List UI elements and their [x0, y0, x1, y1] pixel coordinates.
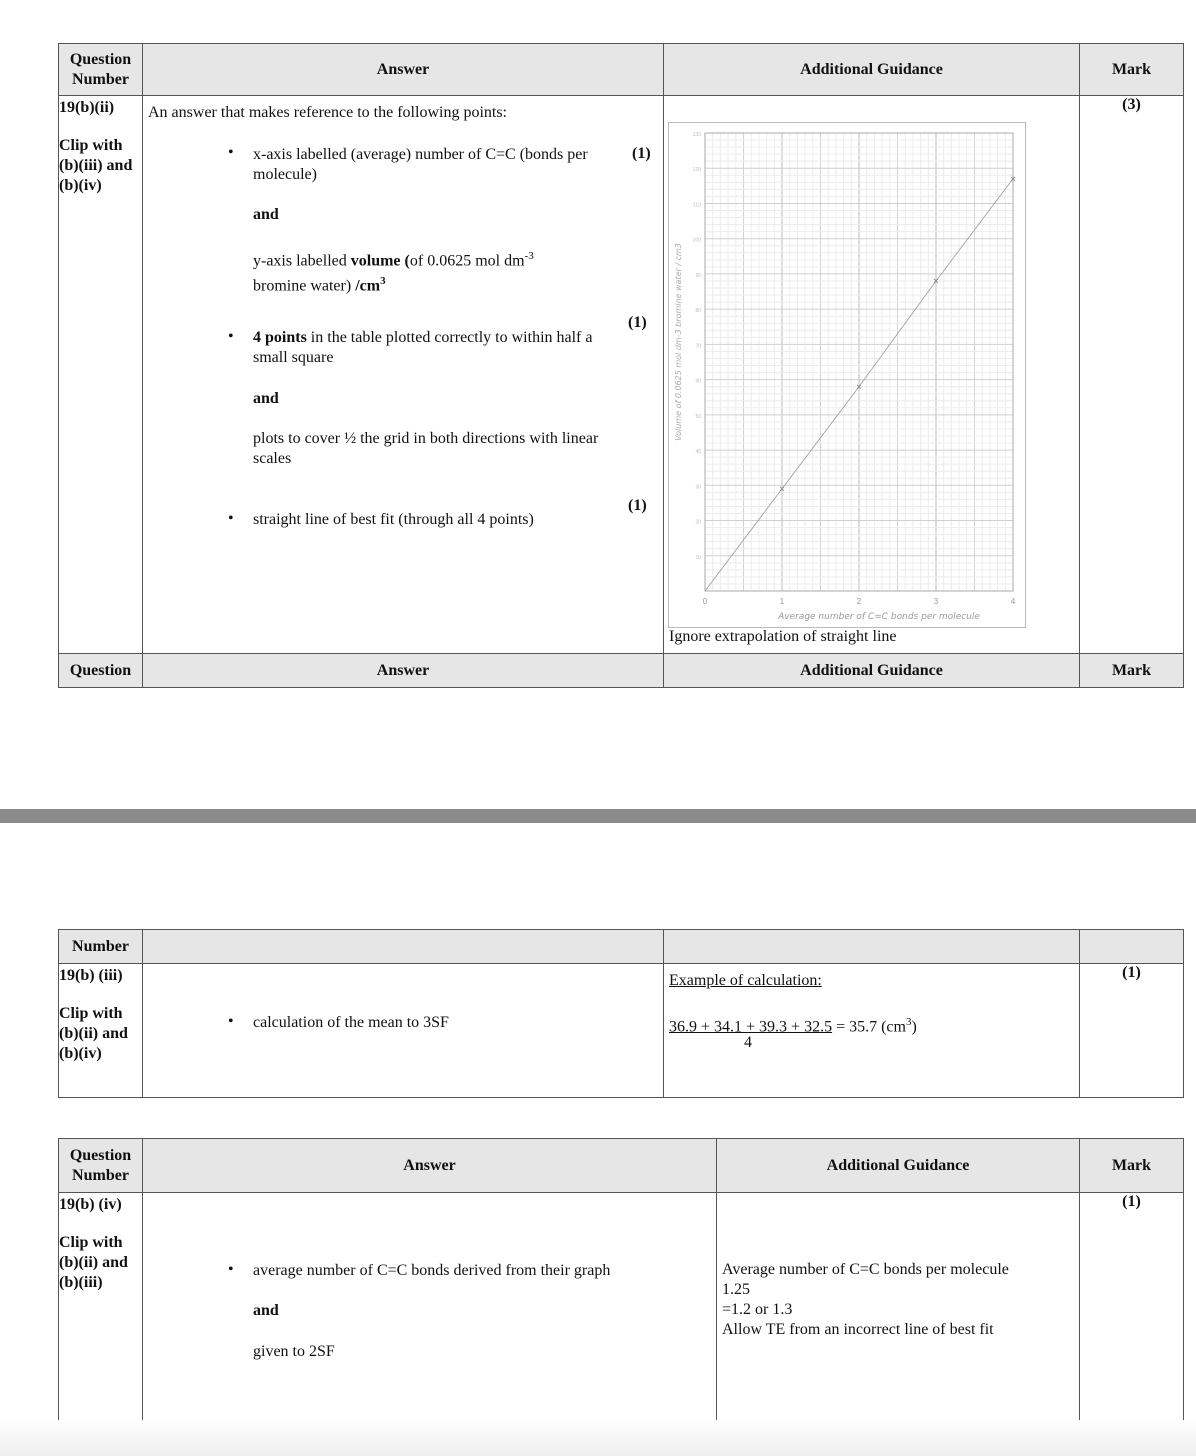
guidance-line-3: =1.2 or 1.3	[722, 1301, 793, 1318]
guidance-title: Example of calculation:	[669, 972, 822, 989]
point-mark-1: (1)	[632, 145, 651, 162]
y-tick-label: 80	[695, 308, 701, 315]
point-2sf: given to 2SF	[253, 1343, 335, 1360]
guidance-note: Ignore extrapolation of straight line	[669, 628, 897, 645]
guidance-calculation: 36.9 + 34.1 + 39.3 + 32.5 = 35.7 $(cm^3)$	[669, 1016, 917, 1036]
page-bottom-fade	[0, 1420, 1196, 1456]
header-blank	[143, 930, 664, 964]
header-blank	[664, 930, 1080, 964]
y-tick-label: 30	[695, 484, 701, 491]
clip-note: Clip with (b)(iii) and (b)(iv)	[59, 137, 133, 194]
mark-scheme-table-19biii	[58, 929, 1184, 1098]
header-mark: Mark	[1080, 44, 1184, 96]
header-question-number: Question Number	[59, 44, 143, 96]
guidance-line-4: Allow TE from an incorrect line of best fit	[722, 1321, 994, 1338]
header-guidance: Additional Guidance	[717, 1139, 1080, 1193]
graph-svg	[669, 123, 1025, 627]
header-question-number: Question Number	[59, 1139, 143, 1193]
y-tick-label: 20	[695, 519, 701, 526]
mark-cell	[1080, 96, 1184, 654]
clip-note: Clip with (b)(ii) and (b)(iii)	[59, 1234, 128, 1291]
bullet-icon: •	[228, 1261, 234, 1278]
bullet-icon: •	[228, 1013, 234, 1030]
mark-cell	[1080, 964, 1184, 1098]
y-tick-label: 110	[693, 202, 701, 209]
x-tick-label: 0	[702, 597, 708, 606]
x-tick-label: 1	[779, 597, 785, 606]
answer-cell	[143, 1193, 717, 1423]
y-tick-label: 130	[692, 132, 701, 138]
point-mark-3: (1)	[628, 497, 647, 514]
mark-value: (3)	[1122, 96, 1141, 113]
and-1: and	[253, 206, 279, 223]
guidance-line-1: Average number of C=C bonds per molecule	[722, 1261, 1009, 1278]
question-number-cell	[59, 964, 143, 1098]
bullet-icon: •	[228, 328, 234, 345]
question-number: 19(b)(ii)	[59, 99, 115, 116]
point-scales: plots to cover ½ the grid in both directions with linear scales	[253, 430, 599, 467]
y-tick-label: 10	[695, 554, 701, 561]
point-average-bonds: average number of C=C bonds derived from their graph	[253, 1262, 611, 1279]
footer-header-mark: Mark	[1080, 654, 1184, 688]
y-tick-label: 100	[692, 237, 701, 244]
header-answer: Answer	[143, 1139, 717, 1193]
question-number: 19(b) (iii)	[59, 967, 123, 984]
x-tick-label: 2	[856, 597, 862, 606]
header-answer: Answer	[143, 44, 664, 96]
header-number: Number	[59, 930, 143, 964]
mark-value: (1)	[1122, 1193, 1141, 1210]
bullet-icon: •	[228, 144, 234, 161]
y-tick-label: 60	[695, 378, 701, 385]
point-line: straight line of best fit (through all 4 points)	[253, 511, 534, 528]
x-tick-label: 4	[1010, 597, 1016, 606]
page-divider	[0, 809, 1196, 823]
point-mark-2: (1)	[628, 314, 647, 331]
x-tick-label: 3	[933, 597, 939, 606]
mark-cell	[1080, 1193, 1184, 1423]
answer-intro: An answer that makes reference to the following points:	[148, 104, 507, 121]
y-axis-label: Volume of 0.0625 mol dm-3 bromine water / cm3	[674, 243, 683, 441]
question-number: 19(b) (iv)	[59, 1196, 122, 1213]
point-mean: calculation of the mean to 3SF	[253, 1014, 449, 1031]
x-axis-label: Average number of C=C bonds per molecule	[778, 612, 980, 622]
header-blank	[1080, 930, 1184, 964]
y-tick-label: 90	[695, 272, 701, 279]
mark-scheme-table-19biv	[58, 1138, 1184, 1423]
y-tick-label: 40	[695, 449, 701, 456]
y-tick-label: 70	[695, 343, 701, 350]
y-tick-label: 50	[695, 413, 701, 420]
and-2: and	[253, 390, 279, 407]
clip-note: Clip with (b)(ii) and (b)(iv)	[59, 1005, 128, 1062]
mark-value: (1)	[1122, 964, 1141, 981]
and-3: and	[253, 1302, 279, 1319]
bullet-icon: •	[228, 510, 234, 527]
header-guidance: Additional Guidance	[664, 44, 1080, 96]
footer-header-answer: Answer	[143, 654, 664, 688]
guidance-divisor: 4	[744, 1034, 752, 1051]
question-number-cell	[59, 1193, 143, 1423]
point-y-axis: y-axis labelled volume (of 0.0625 mol $dm^{-3}$ bromine water) $/cm^3$	[253, 250, 534, 295]
guidance-line-2: 1.25	[722, 1281, 750, 1298]
point-x-axis: x-axis labelled (average) number of C=C (bonds per molecule)	[253, 146, 588, 183]
point-plots: 4 points in the table plotted correctly to within half a small square	[253, 329, 593, 366]
footer-header-guidance: Additional Guidance	[664, 654, 1080, 688]
example-graph	[668, 122, 1026, 628]
header-mark: Mark	[1080, 1139, 1184, 1193]
footer-header-question: Question	[59, 654, 143, 688]
question-number-cell	[59, 96, 143, 654]
y-tick-label: 120	[692, 167, 701, 174]
